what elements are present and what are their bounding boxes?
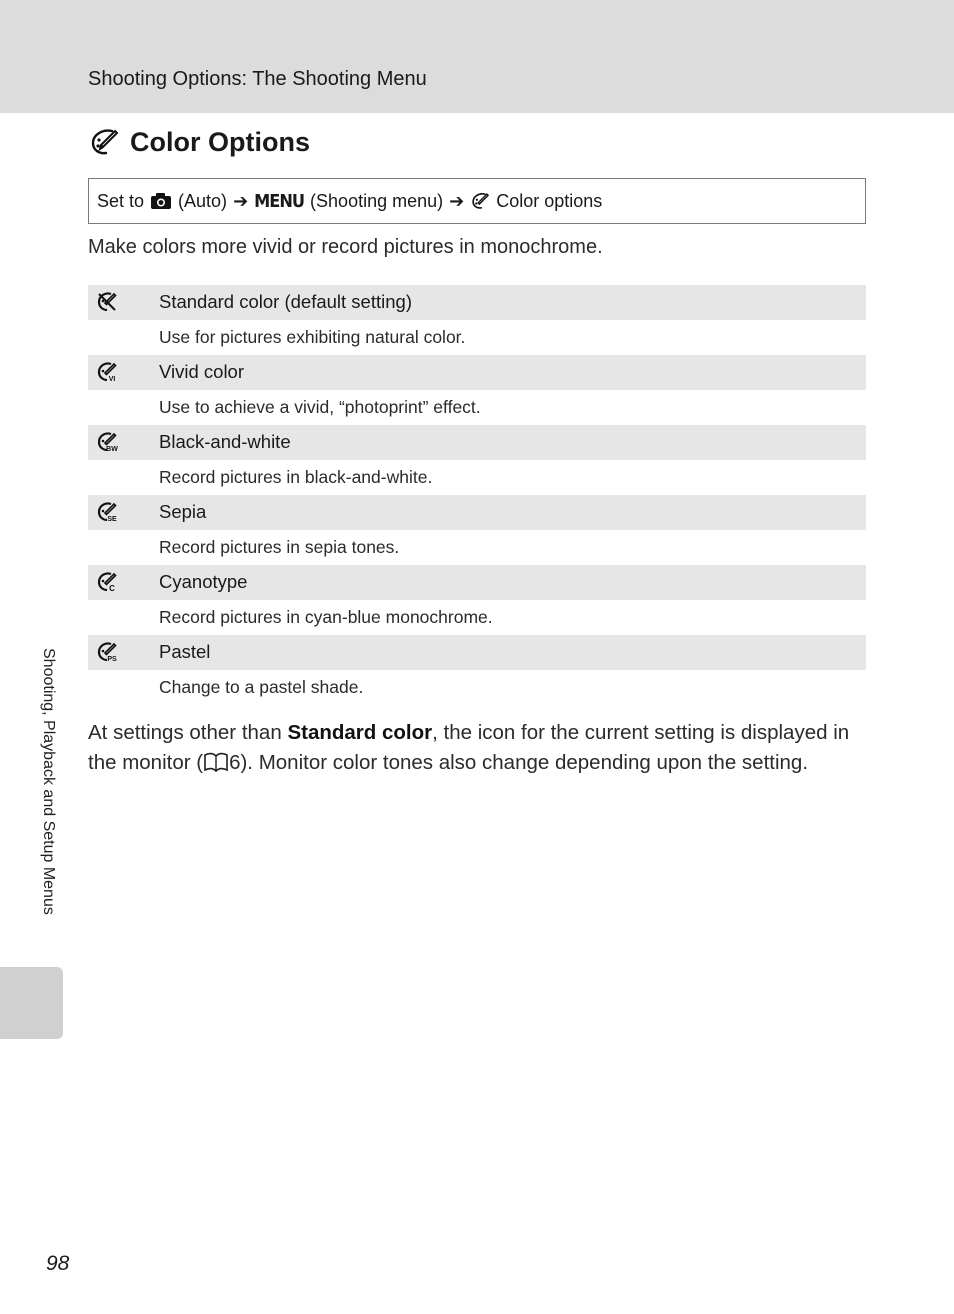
option-description: Change to a pastel shade.: [159, 677, 364, 697]
svg-text:C: C: [109, 584, 115, 593]
arrow-icon: ➔: [449, 190, 465, 211]
option-description: Use to achieve a vivid, “photoprint” effect.: [159, 397, 481, 417]
section-header: Shooting Options: The Shooting Menu: [88, 68, 427, 90]
option-description-row: [88, 390, 866, 425]
standard-color-icon: [96, 291, 118, 313]
option-description: Record pictures in sepia tones.: [159, 537, 400, 557]
option-label: Cyanotype: [159, 571, 248, 592]
option-description: Use for pictures exhibiting natural color.: [159, 327, 466, 347]
option-row: [88, 565, 866, 600]
black-and-white-icon: [96, 431, 118, 453]
option-row: [88, 355, 866, 390]
svg-text:BW: BW: [106, 446, 118, 453]
svg-text:SE: SE: [107, 516, 117, 523]
note-paragraph: [88, 718, 878, 778]
svg-text:PS: PS: [107, 656, 117, 663]
menu-path-box: [88, 178, 866, 224]
page-title: [88, 124, 310, 160]
sepia-icon: [96, 501, 118, 523]
option-row: [88, 285, 866, 320]
side-section-label: Shooting, Playback and Setup Menus: [40, 648, 57, 915]
note-bold: Standard color: [287, 721, 433, 744]
note-text: At settings other than: [88, 721, 288, 744]
option-label: Vivid color: [159, 361, 245, 382]
option-description-row: [88, 530, 866, 565]
side-tab: [0, 967, 63, 1039]
option-label: Standard color (default setting): [159, 291, 412, 312]
reference-book-icon: [203, 752, 229, 772]
note-text: , the icon for the current setting is displayed in the monitor (: [88, 721, 850, 774]
note-text: ). Monitor color tones also change depending upon the setting.: [240, 751, 809, 774]
page-title-text: Color Options: [130, 126, 310, 157]
color-options-icon: [88, 126, 120, 158]
option-label: Pastel: [159, 641, 211, 662]
option-description-row: [88, 320, 866, 355]
menu-button-glyph: MENU: [254, 190, 305, 212]
option-row: [88, 425, 866, 460]
option-description-row: [88, 670, 866, 705]
option-row: [88, 495, 866, 530]
shooting-menu-text: (Shooting menu): [310, 190, 444, 211]
option-description: Record pictures in black-and-white.: [159, 467, 433, 487]
option-row: [88, 635, 866, 670]
cyanotype-icon: [96, 571, 118, 593]
header-band: [0, 0, 954, 113]
intro-text: Make colors more vivid or record pictures in monochrome.: [88, 236, 603, 258]
page-number: 98: [46, 1252, 70, 1275]
vivid-color-icon: [96, 361, 118, 383]
color-options-icon: [470, 191, 490, 211]
option-description: Record pictures in cyan-blue monochrome.: [159, 607, 493, 627]
camera-auto-icon: [150, 192, 172, 210]
option-label: Sepia: [159, 501, 207, 522]
option-description-row: [88, 600, 866, 635]
svg-text:VI: VI: [108, 376, 116, 383]
pastel-icon: [96, 641, 118, 663]
set-to-text: Set to: [97, 190, 145, 211]
options-table: [88, 285, 866, 705]
auto-mode-text: (Auto): [178, 190, 228, 211]
note-ref: 6: [229, 751, 241, 774]
color-options-text: Color options: [496, 190, 603, 211]
option-description-row: [88, 460, 866, 495]
arrow-icon: ➔: [233, 190, 249, 211]
option-label: Black-and-white: [159, 431, 291, 452]
